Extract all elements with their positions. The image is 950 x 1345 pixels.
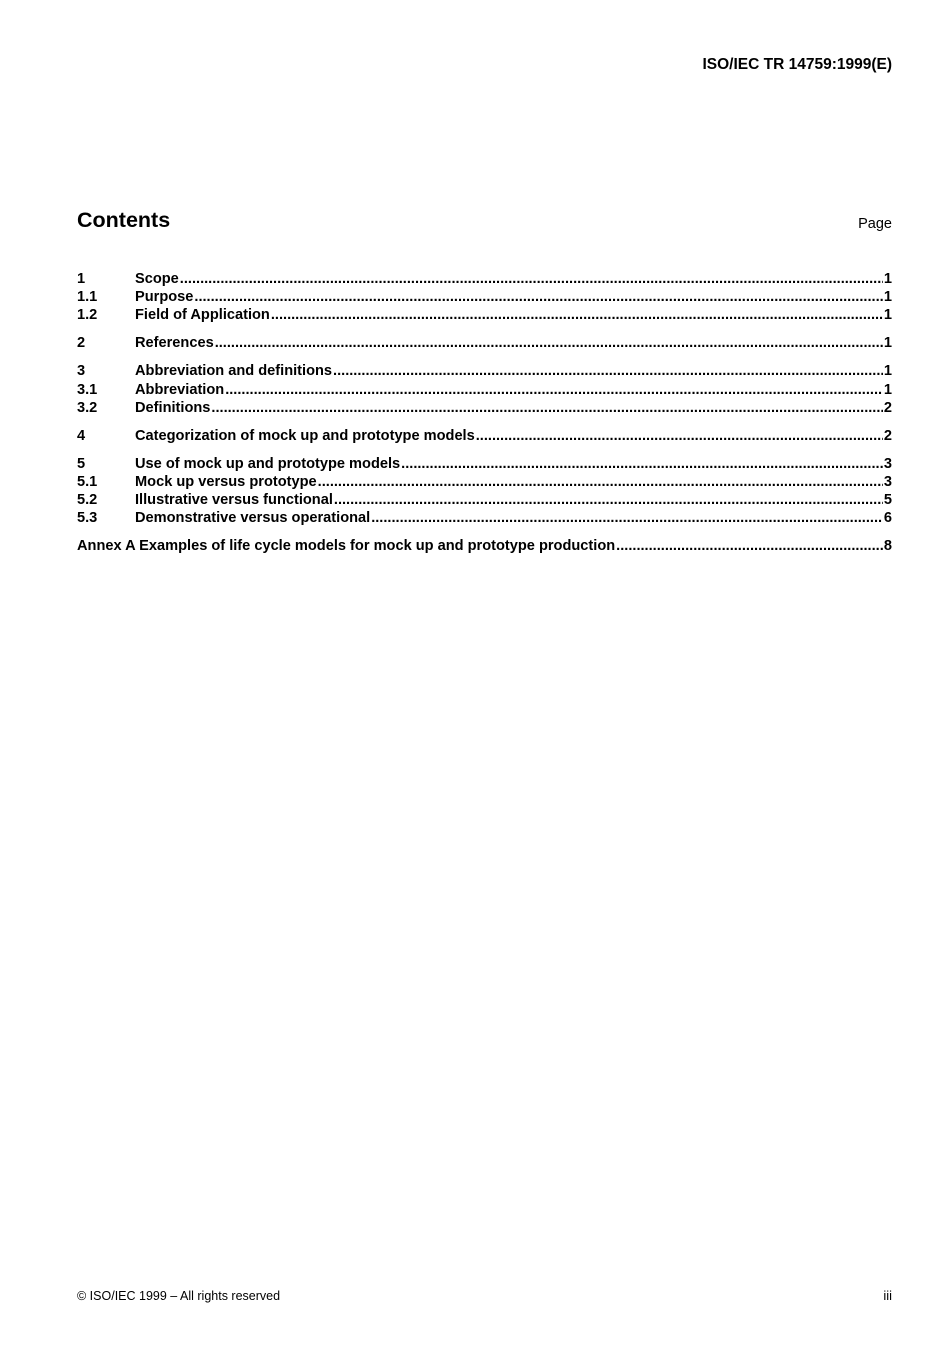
page-number: iii [883, 1288, 892, 1303]
toc-entry-title: Abbreviation and definitions [135, 363, 333, 380]
toc-entry[interactable] [77, 270, 892, 288]
toc-entry-number: 5.2 [77, 492, 98, 509]
toc-entry[interactable] [77, 288, 892, 306]
toc-entry-page: 1 [883, 381, 892, 398]
dot-leader [211, 399, 882, 417]
toc-annex-title: Annex A Examples of life cycle models for mock up and prototype production [77, 538, 616, 555]
contents-heading: Contents [77, 208, 171, 232]
toc-entry-page: 5 [883, 492, 892, 509]
toc-entry-page: 2 [883, 399, 892, 416]
toc-entry[interactable] [77, 473, 892, 491]
dot-leader [334, 491, 883, 509]
toc-entry-title: Purpose [135, 289, 194, 306]
toc-entry[interactable] [77, 427, 892, 445]
copyright-notice: © ISO/IEC 1999 – All rights reserved [77, 1289, 281, 1303]
dot-leader [333, 362, 883, 380]
toc-entry[interactable] [77, 362, 892, 380]
toc-entry-page: 1 [883, 363, 892, 380]
toc-entry[interactable] [77, 306, 892, 324]
toc-entry-title: Mock up versus prototype [135, 473, 317, 490]
toc-entry[interactable] [77, 381, 892, 399]
toc-entry-page: 1 [883, 289, 892, 306]
toc-entry-title: Field of Application [135, 307, 270, 324]
document-id: ISO/IEC TR 14759:1999(E) [702, 56, 892, 73]
toc-entry-page: 3 [883, 473, 892, 490]
toc-entry-page: 1 [883, 271, 892, 287]
toc-entry-number: 1 [77, 271, 86, 287]
toc-entry[interactable] [77, 491, 892, 509]
toc-entry-title: Abbreviation [135, 381, 225, 398]
dot-leader [194, 288, 882, 306]
table-of-contents [77, 270, 892, 555]
toc-entry-number: 1.2 [77, 307, 98, 324]
toc-entry-number: 4 [77, 427, 86, 444]
toc-entry-title: Definitions [135, 399, 211, 416]
toc-entry-title: Categorization of mock up and prototype models [135, 427, 475, 444]
dot-leader [616, 537, 883, 555]
dot-leader [271, 306, 883, 324]
toc-entry-page: 1 [883, 307, 892, 324]
toc-entry[interactable] [77, 334, 892, 352]
toc-entry-page: 6 [883, 510, 892, 527]
dot-leader [225, 381, 883, 399]
toc-entry-number: 2 [77, 335, 86, 352]
toc-entry[interactable] [77, 455, 892, 473]
toc-entry-title: Illustrative versus functional [135, 492, 333, 509]
toc-entry-number: 5.3 [77, 510, 98, 527]
toc-annex-page: 8 [883, 538, 892, 555]
toc-entry-title: Use of mock up and prototype models [135, 455, 401, 472]
toc-entry-number: 1.1 [77, 289, 98, 306]
toc-entry[interactable] [77, 509, 892, 527]
toc-entry-page: 1 [883, 335, 892, 352]
dot-leader [215, 334, 883, 352]
dot-leader [401, 455, 883, 473]
toc-entry-number: 3 [77, 363, 86, 380]
dot-leader [476, 427, 883, 445]
dot-leader [318, 473, 883, 491]
toc-entry-page: 2 [883, 427, 892, 444]
page-column-label: Page [858, 216, 892, 232]
toc-entry[interactable] [77, 399, 892, 417]
toc-entry-number: 5 [77, 455, 86, 472]
dot-leader [371, 509, 883, 527]
toc-annex-entry[interactable] [77, 537, 892, 555]
toc-entry-title: Demonstrative versus operational [135, 510, 371, 527]
dot-leader [180, 270, 883, 288]
toc-entry-title: References [135, 335, 214, 352]
toc-entry-page: 3 [883, 455, 892, 472]
toc-entry-number: 5.1 [77, 473, 98, 490]
toc-entry-title: Scope [135, 271, 179, 287]
toc-entry-number: 3.1 [77, 381, 98, 398]
toc-entry-number: 3.2 [77, 399, 98, 416]
